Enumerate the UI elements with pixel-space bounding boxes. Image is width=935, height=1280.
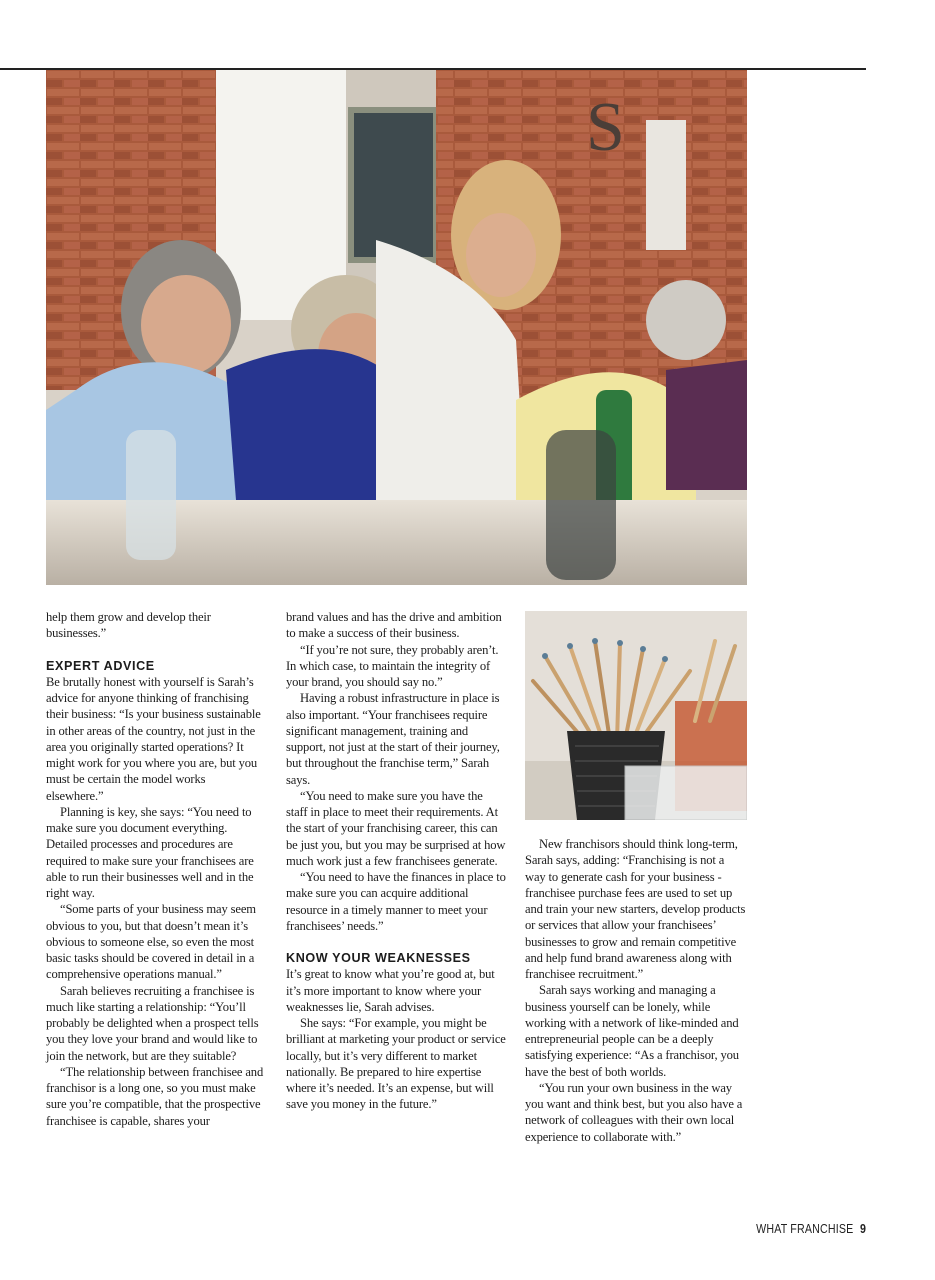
col3-para-3: “You run your own business in the way you want and think best, but you also have a network of colleagues with their own local experience to collaborate with.” <box>525 1080 743 1144</box>
page-number: 9 <box>859 1221 866 1236</box>
col2-para-5: “You need to have the finances in place to make sure you can acquire additional resource in a timely manner to meet your franchisees’ needs.” <box>286 870 506 933</box>
col2-para-2: “If you’re not sure, they probably aren’t. In which case, to maintain the integrity of your brand, you should say no.” <box>286 642 499 689</box>
col2-para-3: Having a robust infrastructure in place is also important. “Your franchisees require significant management, training and support, not just at the start of their journey, but throughout the franchise term,” Sarah says. <box>286 691 500 787</box>
col1-para-6: “The relationship between franchisee and franchisor is a long one, so you must make sure you’re compatible, that the prospective franchisee is capable, shares your <box>46 1064 264 1128</box>
col1-para-2: Be brutally honest with yourself is Sarah’s advice for anyone thinking of franchising their business: “Is your business sustainable in other areas of the country, not just in the area you originally started operations? It might work for you where you are, but you must be certain the model works elsewhere.” <box>46 674 261 803</box>
paintbrushes-photo <box>525 611 747 820</box>
column-3 <box>525 836 747 1145</box>
subheading-expert-advice: EXPERT ADVICE <box>46 658 155 673</box>
svg-text:S: S <box>586 89 625 166</box>
main-photo-art-class <box>46 70 747 585</box>
col2-para-7: She says: “For example, you might be brilliant at marketing your product or service locally, but it’s very different to market nationally. Be prepared to hire expertise where it’s needed. It’s an expense, but will save you money in the future.” <box>286 1016 506 1112</box>
subheading-know-your-weaknesses: KNOW YOUR WEAKNESSES <box>286 951 471 965</box>
column-2 <box>286 609 506 1113</box>
col1-para-4: “Some parts of your business may seem obvious to you, but that doesn’t mean it’s obvious to someone else, so even the most basic tasks should be covered in detail in a comprehensive operations manual.” <box>46 902 256 982</box>
col1-para-1: help them grow and develop their businesses.” <box>46 610 211 641</box>
col2-para-1: brand values and has the drive and ambition to make a success of their business. <box>286 610 502 641</box>
col3-para-1: New franchisors should think long-term, Sarah says, adding: “Franchising is not a way to generate cash for your business - franchisee purchase fees are used to set up and train your new starters, develop products or services that allow your franchisees’ businesses to grow and remain competitive and help fund brand awareness along with franchisee recruitment.” <box>525 837 746 981</box>
col1-para-5: Sarah believes recruiting a franchisee is much like starting a relationship: “You’ll probably be delighted when a prospect tells you they love your brand and would like to join the network, but are they suitable? <box>46 983 259 1063</box>
col2-para-6: It’s great to know what you’re good at, but it’s more important to know where your weaknesses lie, Sarah advises. <box>286 967 495 1014</box>
col3-para-2: Sarah says working and managing a business yourself can be lonely, while working with a network of like-minded and entrepreneurial people can be a deeply satisfying experience: “As a franchisor, you have the best of both worlds. <box>525 983 739 1079</box>
column-1 <box>46 609 264 1129</box>
col1-para-3: Planning is key, she says: “You need to make sure you document everything. Detailed processes and procedures are required to make sure your franchisees are able to run their businesses well and in the right way. <box>46 804 254 900</box>
magazine-name: WHAT FRANCHISE <box>756 1221 854 1236</box>
col2-para-4: “You need to make sure you have the staff in place to meet their requirements. At the start of your franchising career, this can be just you, but you may be surprised at how much work just a few franchisees generate. <box>286 788 506 868</box>
page-footer <box>756 1221 866 1236</box>
